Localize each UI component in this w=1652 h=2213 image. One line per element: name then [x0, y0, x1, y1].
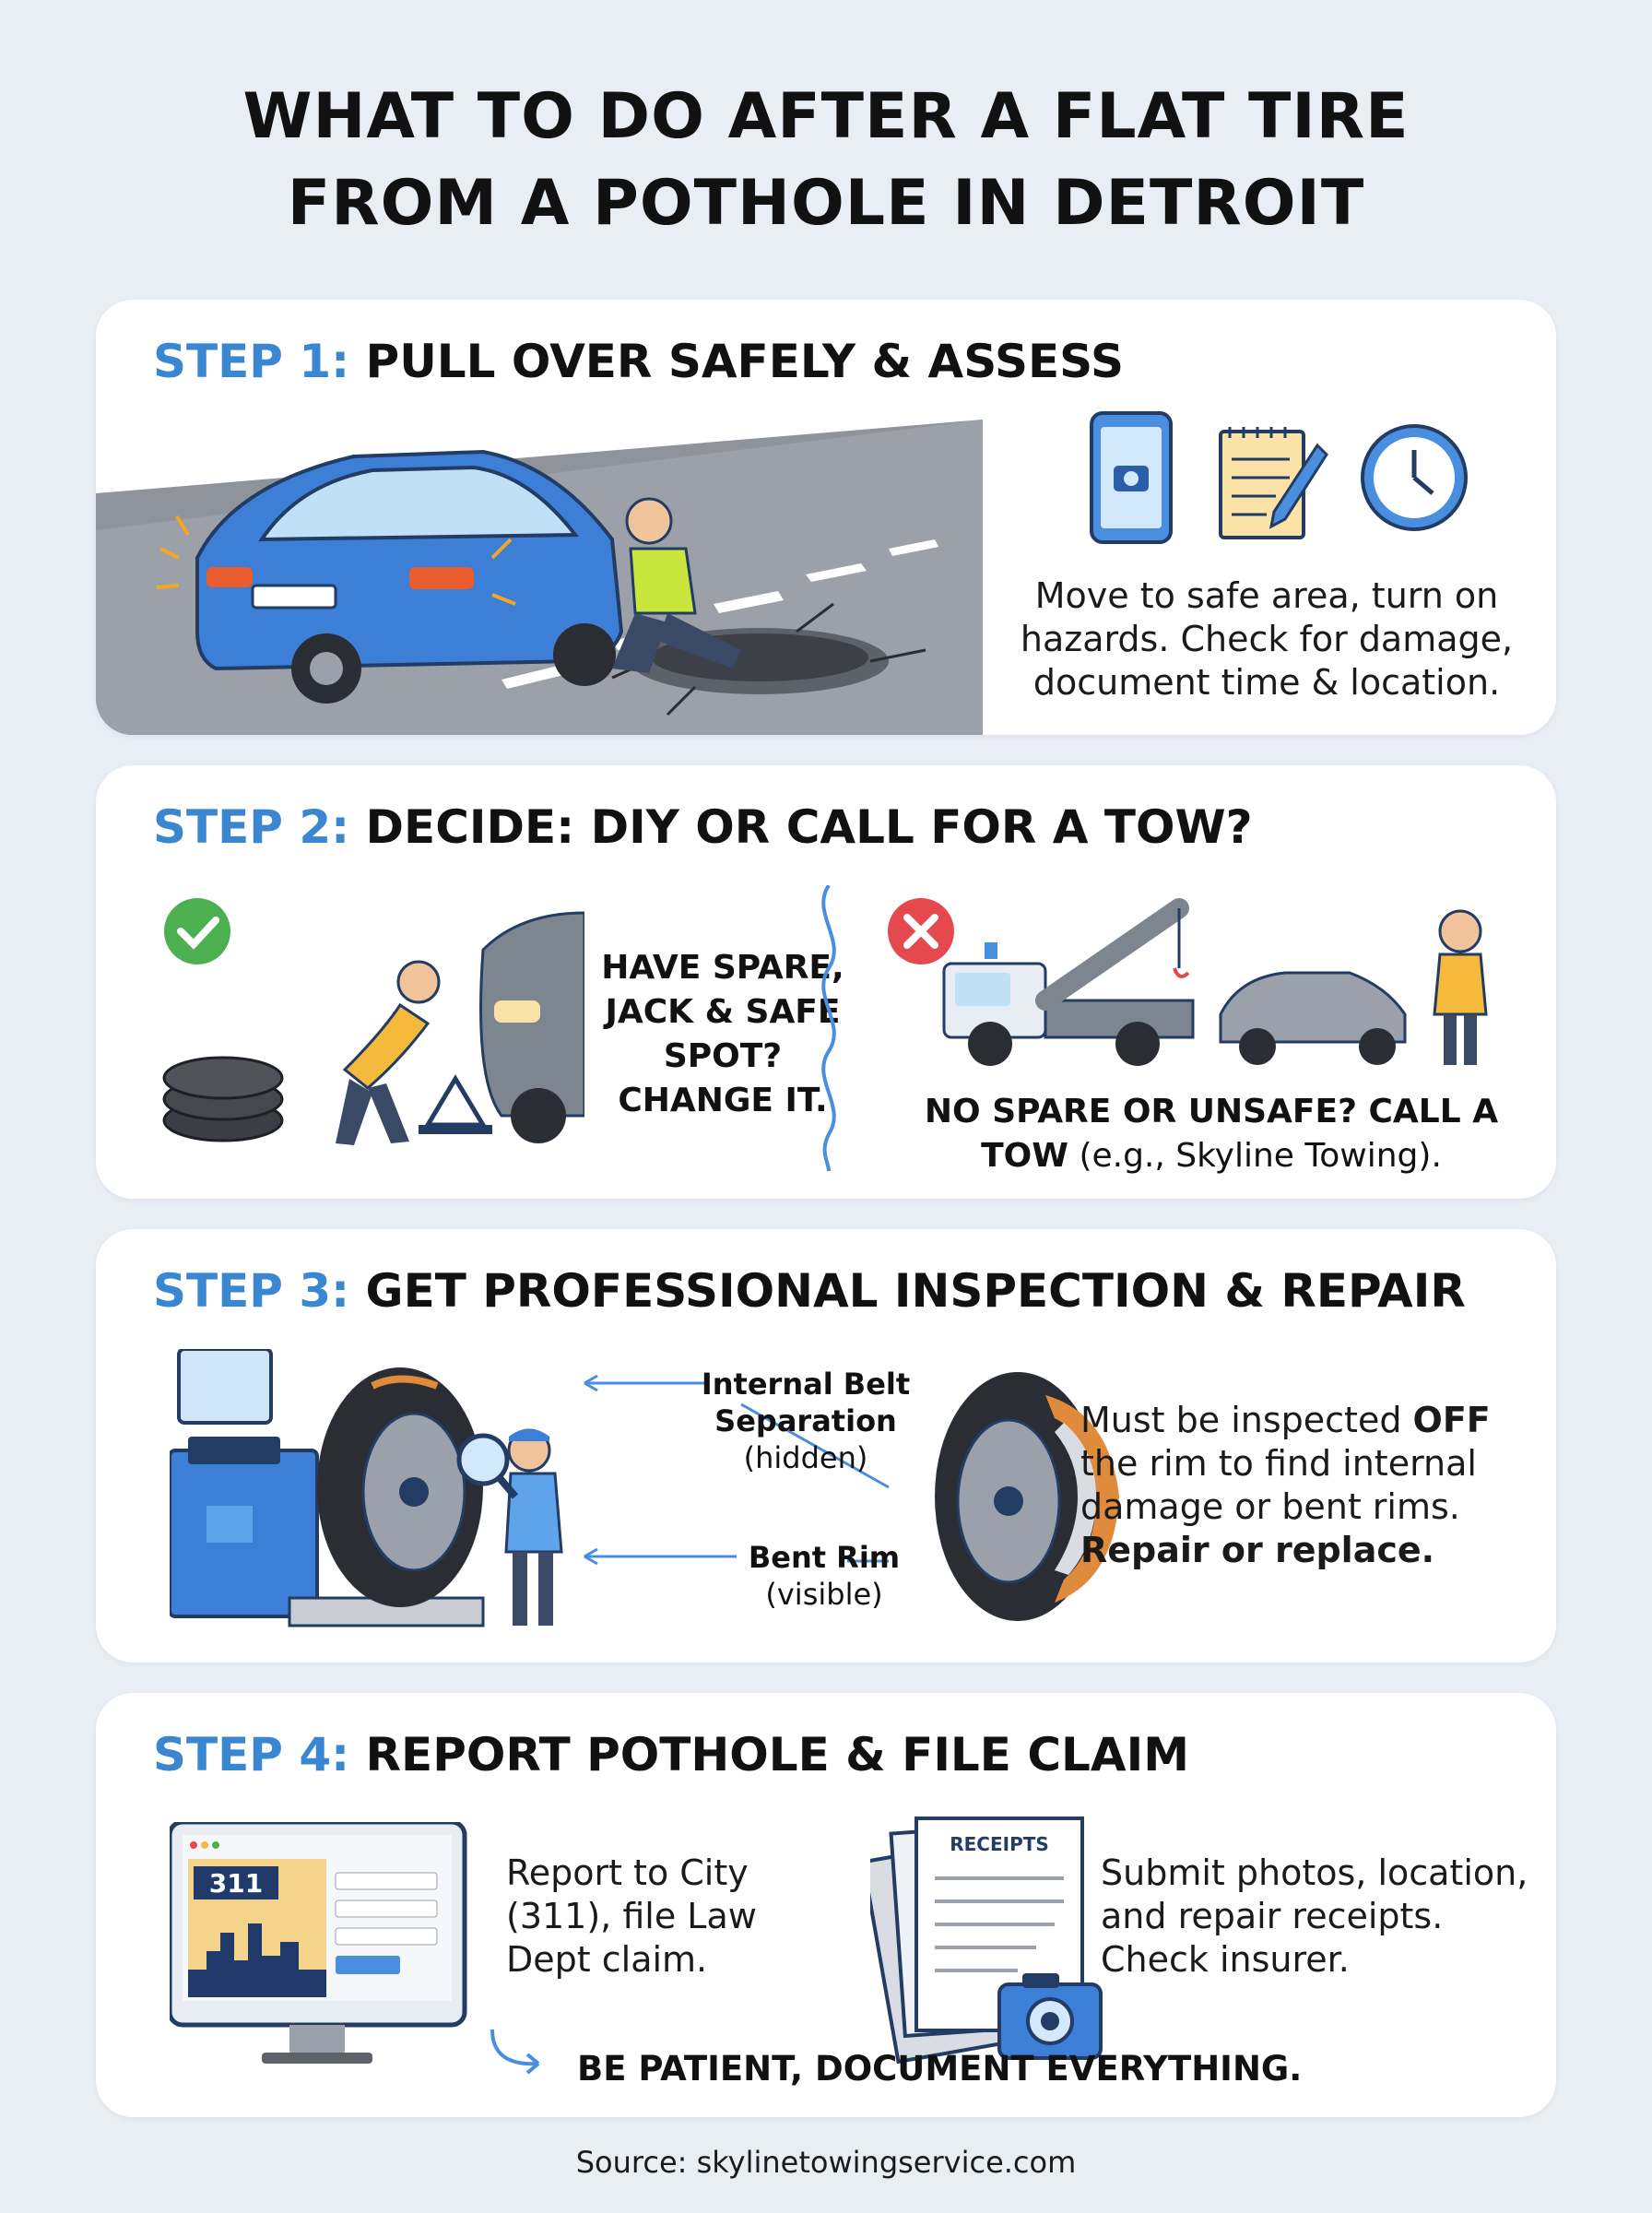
- receipts-label: RECEIPTS: [950, 1833, 1049, 1855]
- towed-car-icon: [1221, 973, 1405, 1065]
- footer-text: BE PATIENT, DOCUMENT EVERYTHING.: [577, 2049, 1303, 2089]
- step-1-text: Move to safe area, turn on hazards. Check for damage, document time & location.: [1020, 575, 1514, 703]
- report-text: Report to City (311), file Law Dept claim.: [506, 1852, 757, 1980]
- internal-belt-label-sub: (hidden): [743, 1440, 868, 1475]
- step-4-heading: REPORT POTHOLE & FILE CLAIM: [365, 1728, 1189, 1781]
- step-2-number: STEP 2:: [153, 800, 350, 854]
- internal-belt-label: [686, 1366, 926, 1476]
- step-3-text-part1: Must be inspected: [1080, 1400, 1413, 1440]
- roadside-scene-illustration: [96, 420, 983, 735]
- computer-monitor-icon: [170, 1822, 465, 2064]
- step-3-text-bold2: Repair or replace.: [1080, 1530, 1435, 1570]
- diy-illustration: [151, 894, 584, 1162]
- tow-text-normal: (e.g., Skyline Towing).: [1079, 1137, 1442, 1175]
- step-4-title: [153, 1728, 1189, 1781]
- step-4-number: STEP 4:: [153, 1728, 350, 1781]
- step-3-card: [96, 1229, 1556, 1663]
- diy-text: HAVE SPARE, JACK & SAFE SPOT? CHANGE IT.: [601, 949, 844, 1119]
- bent-rim-label: [723, 1539, 926, 1613]
- step-4-card: [96, 1693, 1556, 2117]
- tow-text: [879, 1090, 1543, 1178]
- step-1-icons: [1082, 408, 1488, 547]
- page-title: [0, 74, 1652, 247]
- tow-illustration: [870, 894, 1516, 1079]
- step-3-title: [153, 1264, 1466, 1318]
- step-1-card: [96, 300, 1556, 735]
- car-front-icon: [481, 913, 585, 1143]
- title-line-2: FROM A POTHOLE IN DETROIT: [287, 167, 1365, 240]
- wavy-divider: [806, 885, 852, 1171]
- spare-tires-icon: [164, 1058, 282, 1141]
- phone-camera-icon: [1092, 413, 1171, 542]
- clock-icon: [1363, 426, 1466, 529]
- step-2-heading: DECIDE: DIY OR CALL FOR A TOW?: [365, 800, 1253, 854]
- person-on-phone-icon: [1434, 911, 1486, 1065]
- tow-truck-icon: [944, 908, 1193, 1066]
- camera-icon: [999, 1973, 1101, 2058]
- source-credit: Source: skylinetowingservice.com: [575, 2145, 1077, 2180]
- step-2-card: [96, 765, 1556, 1199]
- computer-311-illustration: [170, 1822, 474, 2080]
- step-3-heading: GET PROFESSIONAL INSPECTION & REPAIR: [365, 1264, 1466, 1318]
- cross-icon: [888, 898, 954, 964]
- step-3-text: [1080, 1399, 1523, 1572]
- title-line-1: WHAT TO DO AFTER A FLAT TIRE: [242, 80, 1410, 153]
- internal-belt-label-bold: Internal Belt Separation: [701, 1367, 911, 1438]
- step-3-number: STEP 3:: [153, 1264, 350, 1318]
- screen-311-label: 311: [208, 1868, 264, 1899]
- step-3-text-part2: the rim to find internal damage or bent rims.: [1080, 1443, 1477, 1527]
- car-jack-icon: [419, 1079, 492, 1134]
- bent-rim-label-sub: (visible): [765, 1577, 883, 1612]
- submit-text: Submit photos, location, and repair receipts. Check insurer.: [1101, 1852, 1528, 1980]
- step-1-heading: PULL OVER SAFELY & ASSESS: [365, 335, 1124, 388]
- step-2-title: [153, 800, 1253, 854]
- large-tire-icon: [317, 1367, 483, 1607]
- step-3-text-bold1: OFF: [1412, 1400, 1491, 1440]
- step-1-number: STEP 1:: [153, 335, 350, 388]
- bent-rim-label-bold: Bent Rim: [748, 1540, 901, 1575]
- notepad-icon: [1221, 427, 1327, 538]
- check-icon: [164, 898, 230, 964]
- tow-text-bold: NO SPARE OR UNSAFE? CALL A TOW: [924, 1093, 1499, 1175]
- step-1-title: [153, 335, 1124, 388]
- curved-arrow-icon: [483, 2025, 557, 2080]
- person-changing-tire-icon: [336, 962, 439, 1145]
